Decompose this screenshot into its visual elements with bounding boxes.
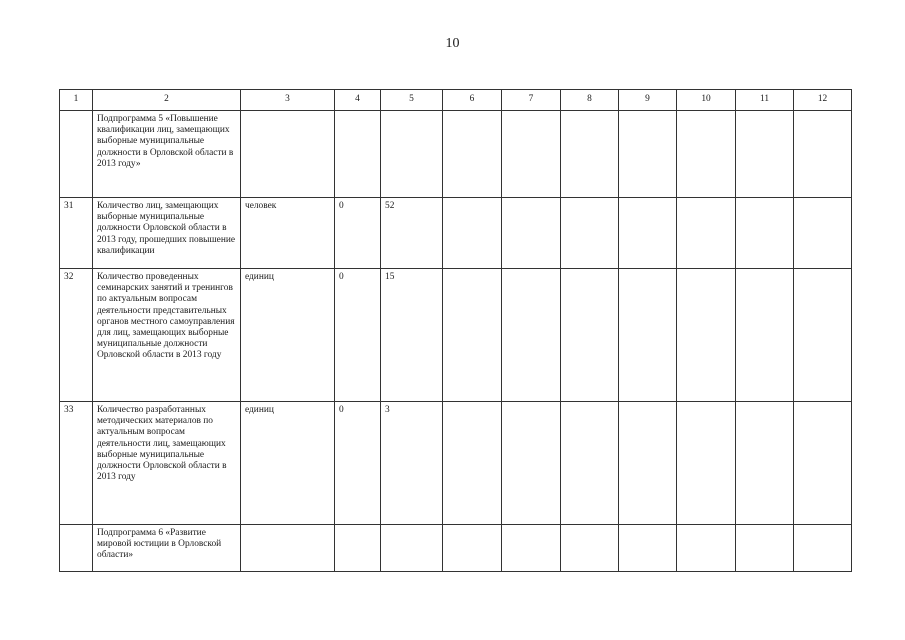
value-cell-col4: 0 bbox=[335, 402, 381, 525]
column-header: 8 bbox=[561, 90, 619, 111]
value-cell-col5 bbox=[381, 525, 443, 572]
empty-cell bbox=[794, 269, 852, 402]
value-cell-col5: 3 bbox=[381, 402, 443, 525]
row-number-cell bbox=[60, 525, 93, 572]
empty-cell bbox=[677, 525, 736, 572]
empty-cell bbox=[561, 269, 619, 402]
empty-cell bbox=[619, 198, 677, 269]
indicators-table bbox=[59, 89, 852, 572]
column-header: 4 bbox=[335, 90, 381, 111]
empty-cell bbox=[619, 111, 677, 198]
empty-cell bbox=[736, 525, 794, 572]
value-cell-col4: 0 bbox=[335, 198, 381, 269]
row-number-cell: 33 bbox=[60, 402, 93, 525]
column-header: 7 bbox=[502, 90, 561, 111]
empty-cell bbox=[502, 402, 561, 525]
empty-cell bbox=[794, 111, 852, 198]
empty-cell bbox=[443, 111, 502, 198]
table-row-33 bbox=[60, 402, 852, 525]
empty-cell bbox=[677, 402, 736, 525]
row-number-cell bbox=[60, 111, 93, 198]
empty-cell bbox=[736, 198, 794, 269]
value-cell-col4 bbox=[335, 111, 381, 198]
column-header: 9 bbox=[619, 90, 677, 111]
empty-cell bbox=[736, 269, 794, 402]
column-header: 5 bbox=[381, 90, 443, 111]
empty-cell bbox=[794, 198, 852, 269]
empty-cell bbox=[561, 525, 619, 572]
empty-cell bbox=[736, 402, 794, 525]
row-number-cell: 31 bbox=[60, 198, 93, 269]
indicator-name-cell: Количество проведенных семинарских занятий и тренингов по актуальным вопросам деятельности представительных органов местного самоуправления для лиц, замещающих выборные муниципальные должности Орловской области в 2013 году bbox=[93, 269, 241, 402]
unit-cell: единиц bbox=[241, 402, 335, 525]
empty-cell bbox=[677, 111, 736, 198]
value-cell-col5 bbox=[381, 111, 443, 198]
empty-cell bbox=[677, 269, 736, 402]
column-header: 12 bbox=[794, 90, 852, 111]
empty-cell bbox=[502, 525, 561, 572]
empty-cell bbox=[561, 198, 619, 269]
row-number-cell: 32 bbox=[60, 269, 93, 402]
empty-cell bbox=[794, 525, 852, 572]
unit-cell: единиц bbox=[241, 269, 335, 402]
table-row-subprogram-6 bbox=[60, 525, 852, 572]
indicator-name-cell: Подпрограмма 6 «Развитие мировой юстиции в Орловской области» bbox=[93, 525, 241, 572]
empty-cell bbox=[502, 269, 561, 402]
table-row-31 bbox=[60, 198, 852, 269]
column-header: 10 bbox=[677, 90, 736, 111]
value-cell-col5: 15 bbox=[381, 269, 443, 402]
value-cell-col5: 52 bbox=[381, 198, 443, 269]
table-row-subprogram-5 bbox=[60, 111, 852, 198]
empty-cell bbox=[443, 269, 502, 402]
empty-cell bbox=[736, 111, 794, 198]
empty-cell bbox=[502, 198, 561, 269]
unit-cell bbox=[241, 525, 335, 572]
value-cell-col4: 0 bbox=[335, 269, 381, 402]
empty-cell bbox=[619, 402, 677, 525]
empty-cell bbox=[502, 111, 561, 198]
indicator-name-cell: Количество разработанных методических материалов по актуальным вопросам деятельности лиц, замещающих выборные муниципальные должности Орловской области в 2013 году bbox=[93, 402, 241, 525]
empty-cell bbox=[443, 525, 502, 572]
unit-cell: человек bbox=[241, 198, 335, 269]
value-cell-col4 bbox=[335, 525, 381, 572]
unit-cell bbox=[241, 111, 335, 198]
indicator-name-cell: Количество лиц, замещающих выборные муниципальные должности Орловской области в 2013 году, прошедших повышение квалификации bbox=[93, 198, 241, 269]
empty-cell bbox=[619, 525, 677, 572]
table-row-32 bbox=[60, 269, 852, 402]
empty-cell bbox=[794, 402, 852, 525]
column-header: 6 bbox=[443, 90, 502, 111]
column-header: 11 bbox=[736, 90, 794, 111]
empty-cell bbox=[443, 402, 502, 525]
column-header: 1 bbox=[60, 90, 93, 111]
column-header: 3 bbox=[241, 90, 335, 111]
empty-cell bbox=[561, 111, 619, 198]
table-header-row bbox=[60, 90, 852, 111]
empty-cell bbox=[619, 269, 677, 402]
page-number: 10 bbox=[445, 36, 460, 51]
empty-cell bbox=[677, 198, 736, 269]
empty-cell bbox=[443, 198, 502, 269]
column-header: 2 bbox=[93, 90, 241, 111]
indicator-name-cell: Подпрограмма 5 «Повышение квалификации лиц, замещающих выборные муниципальные должности в Орловской области в 2013 году» bbox=[93, 111, 241, 198]
empty-cell bbox=[561, 402, 619, 525]
